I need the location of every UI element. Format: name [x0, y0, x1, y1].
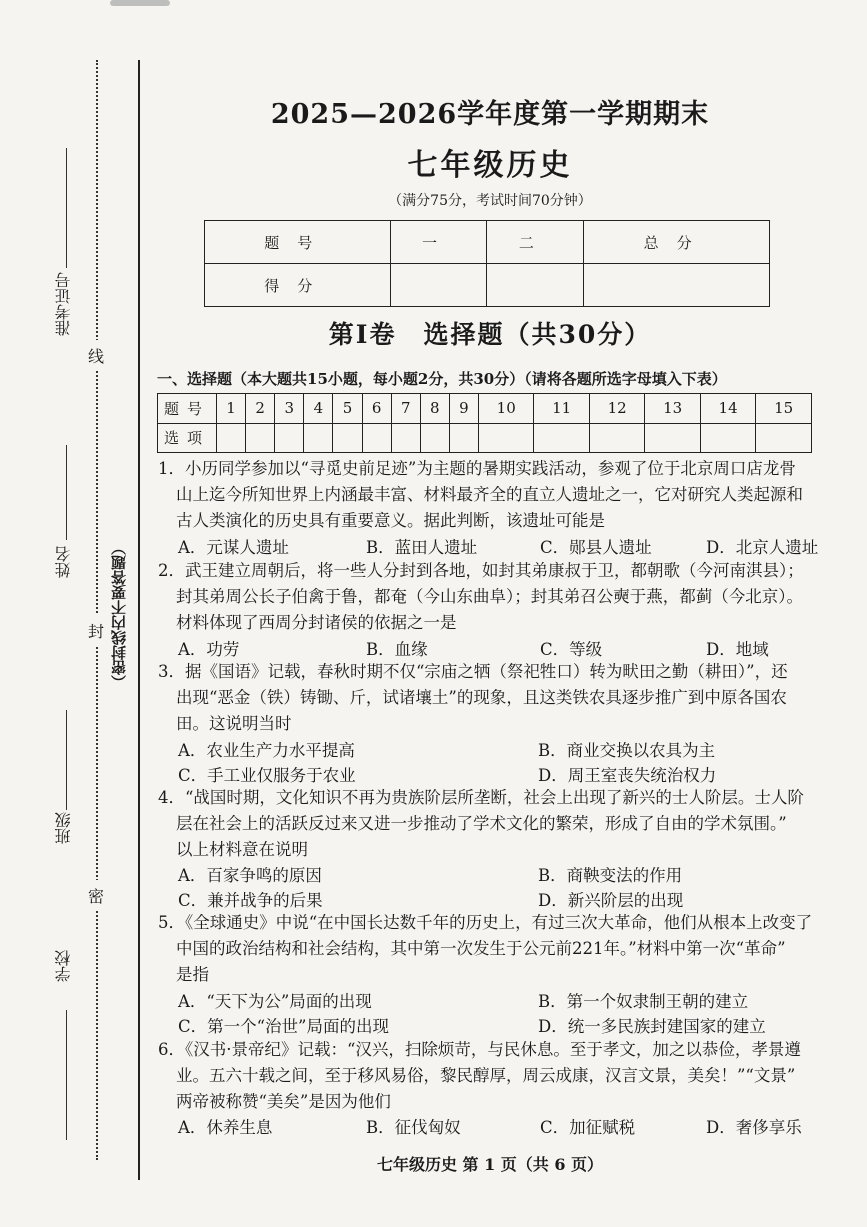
question-2	[158, 558, 804, 636]
score-row-label: 得分	[205, 264, 391, 307]
answer-choice-cell[interactable]	[304, 423, 333, 453]
answer-number: 15	[756, 394, 812, 424]
option-c: C．加征赋税	[540, 1118, 636, 1137]
school-blank	[66, 1010, 67, 1140]
answer-number: 14	[700, 394, 755, 424]
answer-number: 7	[391, 394, 420, 424]
question-line: 中国的政治结构和社会结构，其中第一次发生于公元前221年。”材料中第一次“革命”	[176, 939, 786, 958]
answer-number: 4	[304, 394, 333, 424]
answer-number: 6	[362, 394, 391, 424]
answer-choice-cell[interactable]	[217, 423, 246, 453]
exam-title: 2025—2026学年度第一学期期末	[270, 99, 710, 130]
option-a: A．“天下为公”局面的出现	[178, 992, 372, 1011]
answer-choice-cell[interactable]	[333, 423, 362, 453]
question-line: 3．据《国语》记载，春秋时期不仅“宗庙之牺（祭祀牲口）转为畎田之勤（耕田）”，还	[158, 662, 788, 681]
score-col-1: 一	[390, 221, 487, 264]
question-4	[158, 785, 804, 863]
option-a: A．百家争鸣的原因	[178, 866, 322, 885]
answer-choice-cell[interactable]	[275, 423, 304, 453]
question-3	[158, 659, 788, 737]
option-b: B．商业交换以农具为主	[538, 741, 716, 760]
option-d: D．北京人遗址	[706, 538, 819, 557]
answer-number: 5	[333, 394, 362, 424]
answer-choice-cell[interactable]	[362, 423, 391, 453]
answer-number: 13	[645, 394, 700, 424]
score-cell	[584, 264, 770, 307]
class-label: 班级	[54, 812, 73, 844]
name-label: 姓名	[54, 546, 73, 578]
question-line: 1．小历同学参加以“寻觅史前足迹”为主题的暑期实践活动，参观了位于北京周口店龙骨	[158, 459, 796, 478]
exam-id-label: 准考证号	[54, 272, 73, 336]
question-line: 是指	[176, 965, 209, 984]
name-blank	[66, 445, 67, 540]
answer-number: 8	[420, 394, 449, 424]
option-a: A．功劳	[178, 640, 240, 659]
answer-number: 12	[589, 394, 644, 424]
option-c: C．郧县人遗址	[540, 538, 652, 557]
option-d: D．周王室丧失统治权力	[538, 766, 717, 785]
question-line: 材料体现了西周分封诸侯的依据之一是	[176, 613, 457, 632]
score-table	[204, 220, 770, 307]
answer-choice-cell[interactable]	[756, 423, 812, 453]
answer-choice-cell[interactable]	[700, 423, 755, 453]
option-a: A．休养生息	[178, 1118, 273, 1137]
answer-number: 1	[217, 394, 246, 424]
question-line: 古人类演化的历史具有重要意义。据此判断，该遗址可能是	[176, 511, 605, 530]
margin-rule	[138, 60, 140, 1180]
question-1	[158, 456, 803, 534]
answer-number: 9	[449, 394, 478, 424]
section-instruction: 一、选择题（本大题共15小题，每小题2分，共30分）（请将各题所选字母填入下表）	[157, 370, 727, 388]
option-b: B．第一个奴隶制王朝的建立	[538, 992, 749, 1011]
question-line: 出现“恶金（铁）铸锄、斤，试诸壤土”的现象，且这类铁农具逐步推广到中原各国农	[176, 688, 787, 707]
answer-number: 11	[534, 394, 589, 424]
answer-choice-cell[interactable]	[645, 423, 700, 453]
seal-mark-secret: 密	[88, 880, 104, 911]
option-b: B．血缘	[366, 640, 428, 659]
answer-choice-cell[interactable]	[449, 423, 478, 453]
answer-number: 2	[246, 394, 275, 424]
exam-id-blank	[66, 148, 67, 268]
option-c: C．兼并战争的后果	[178, 891, 323, 910]
option-d: D．统一多民族封建国家的建立	[538, 1017, 766, 1036]
option-b: B．征伐匈奴	[366, 1118, 461, 1137]
option-a: A．元谋人遗址	[178, 538, 289, 557]
score-cell	[390, 264, 487, 307]
answer-number: 3	[275, 394, 304, 424]
seal-dotted-line	[96, 60, 98, 1160]
option-c: C．等级	[540, 640, 603, 659]
exam-subtitle: （满分75分，考试时间70分钟）	[388, 193, 592, 209]
question-line: 以上材料意在说明	[176, 840, 308, 859]
option-c: C．第一个“治世”局面的出现	[178, 1017, 389, 1036]
option-b: B．商鞅变法的作用	[538, 866, 683, 885]
school-label: 学校	[54, 950, 73, 982]
question-line: 田。这说明当时	[176, 714, 292, 733]
answer-choice-cell[interactable]	[420, 423, 449, 453]
score-col-total: 总分	[584, 221, 770, 264]
question-line: 封其弟周公长子伯禽于鲁，都奄（今山东曲阜）；封其弟召公奭于燕，都蓟（今北京）。	[176, 587, 803, 606]
question-line: 业。五六十载之间，至于移风易俗，黎民醇厚，周云成康，汉言文景，美矣！”“文景”	[176, 1066, 796, 1085]
seal-mark-seal: 封	[88, 615, 104, 646]
answer-choice-cell[interactable]	[534, 423, 589, 453]
option-c: C．手工业仅服务于农业	[178, 766, 356, 785]
answer-row-label: 选项	[158, 423, 217, 453]
question-line: 2．武王建立周朝后，将一些人分封到各地，如封其弟康叔于卫，都朝歌（今河南淇县）；	[158, 561, 804, 580]
score-cell	[487, 264, 584, 307]
answer-number: 10	[478, 394, 533, 424]
question-line: 山上迄今所知世界上内涵最丰富、材料最齐全的直立人遗址之一，它对研究人类起源和	[176, 485, 803, 504]
option-b: B．蓝田人遗址	[366, 538, 478, 557]
seal-mark-line: 线	[88, 340, 104, 371]
class-blank	[66, 710, 67, 810]
score-row-label: 题号	[205, 221, 391, 264]
answer-choice-cell[interactable]	[391, 423, 420, 453]
question-line: 两帝被称赞“美矣”是因为他们	[176, 1092, 391, 1111]
question-line: 5．《全球通史》中说“在中国长达数千年的历史上，有过三次大革命，他们从根本上改变了	[158, 913, 813, 932]
answer-choice-cell[interactable]	[246, 423, 275, 453]
answer-row-label: 题号	[158, 394, 217, 424]
answer-choice-cell[interactable]	[478, 423, 533, 453]
binding-margin	[0, 0, 140, 1227]
answer-choice-cell[interactable]	[589, 423, 644, 453]
question-line: 层在社会上的活跃反过来又进一步推动了学术文化的繁荣，形成了自由的学术氛围。”	[176, 814, 787, 833]
question-line: 4．“战国时期，文化知识不再为贵族阶层所垄断，社会上出现了新兴的士人阶层。士人阶	[158, 788, 804, 807]
option-d: D．地域	[706, 640, 769, 659]
section-title: 第Ⅰ卷 选择题（共30分）	[328, 320, 652, 349]
answer-table	[157, 393, 812, 453]
subject-title: 七年级历史	[407, 148, 573, 183]
option-d: D．奢侈享乐	[706, 1118, 802, 1137]
question-5	[158, 910, 812, 988]
option-a: A．农业生产力水平提高	[178, 741, 355, 760]
page-footer: 七年级历史 第 1 页（共 6 页）	[376, 1155, 604, 1174]
score-col-2: 二	[487, 221, 584, 264]
question-6	[158, 1037, 801, 1115]
seal-notice: （密封线内不要答题）	[110, 540, 128, 690]
question-line: 6．《汉书·景帝纪》记载：“汉兴，扫除烦苛，与民休息。至于孝文，加之以恭俭，孝景遵	[158, 1040, 801, 1059]
option-d: D．新兴阶层的出现	[538, 891, 684, 910]
